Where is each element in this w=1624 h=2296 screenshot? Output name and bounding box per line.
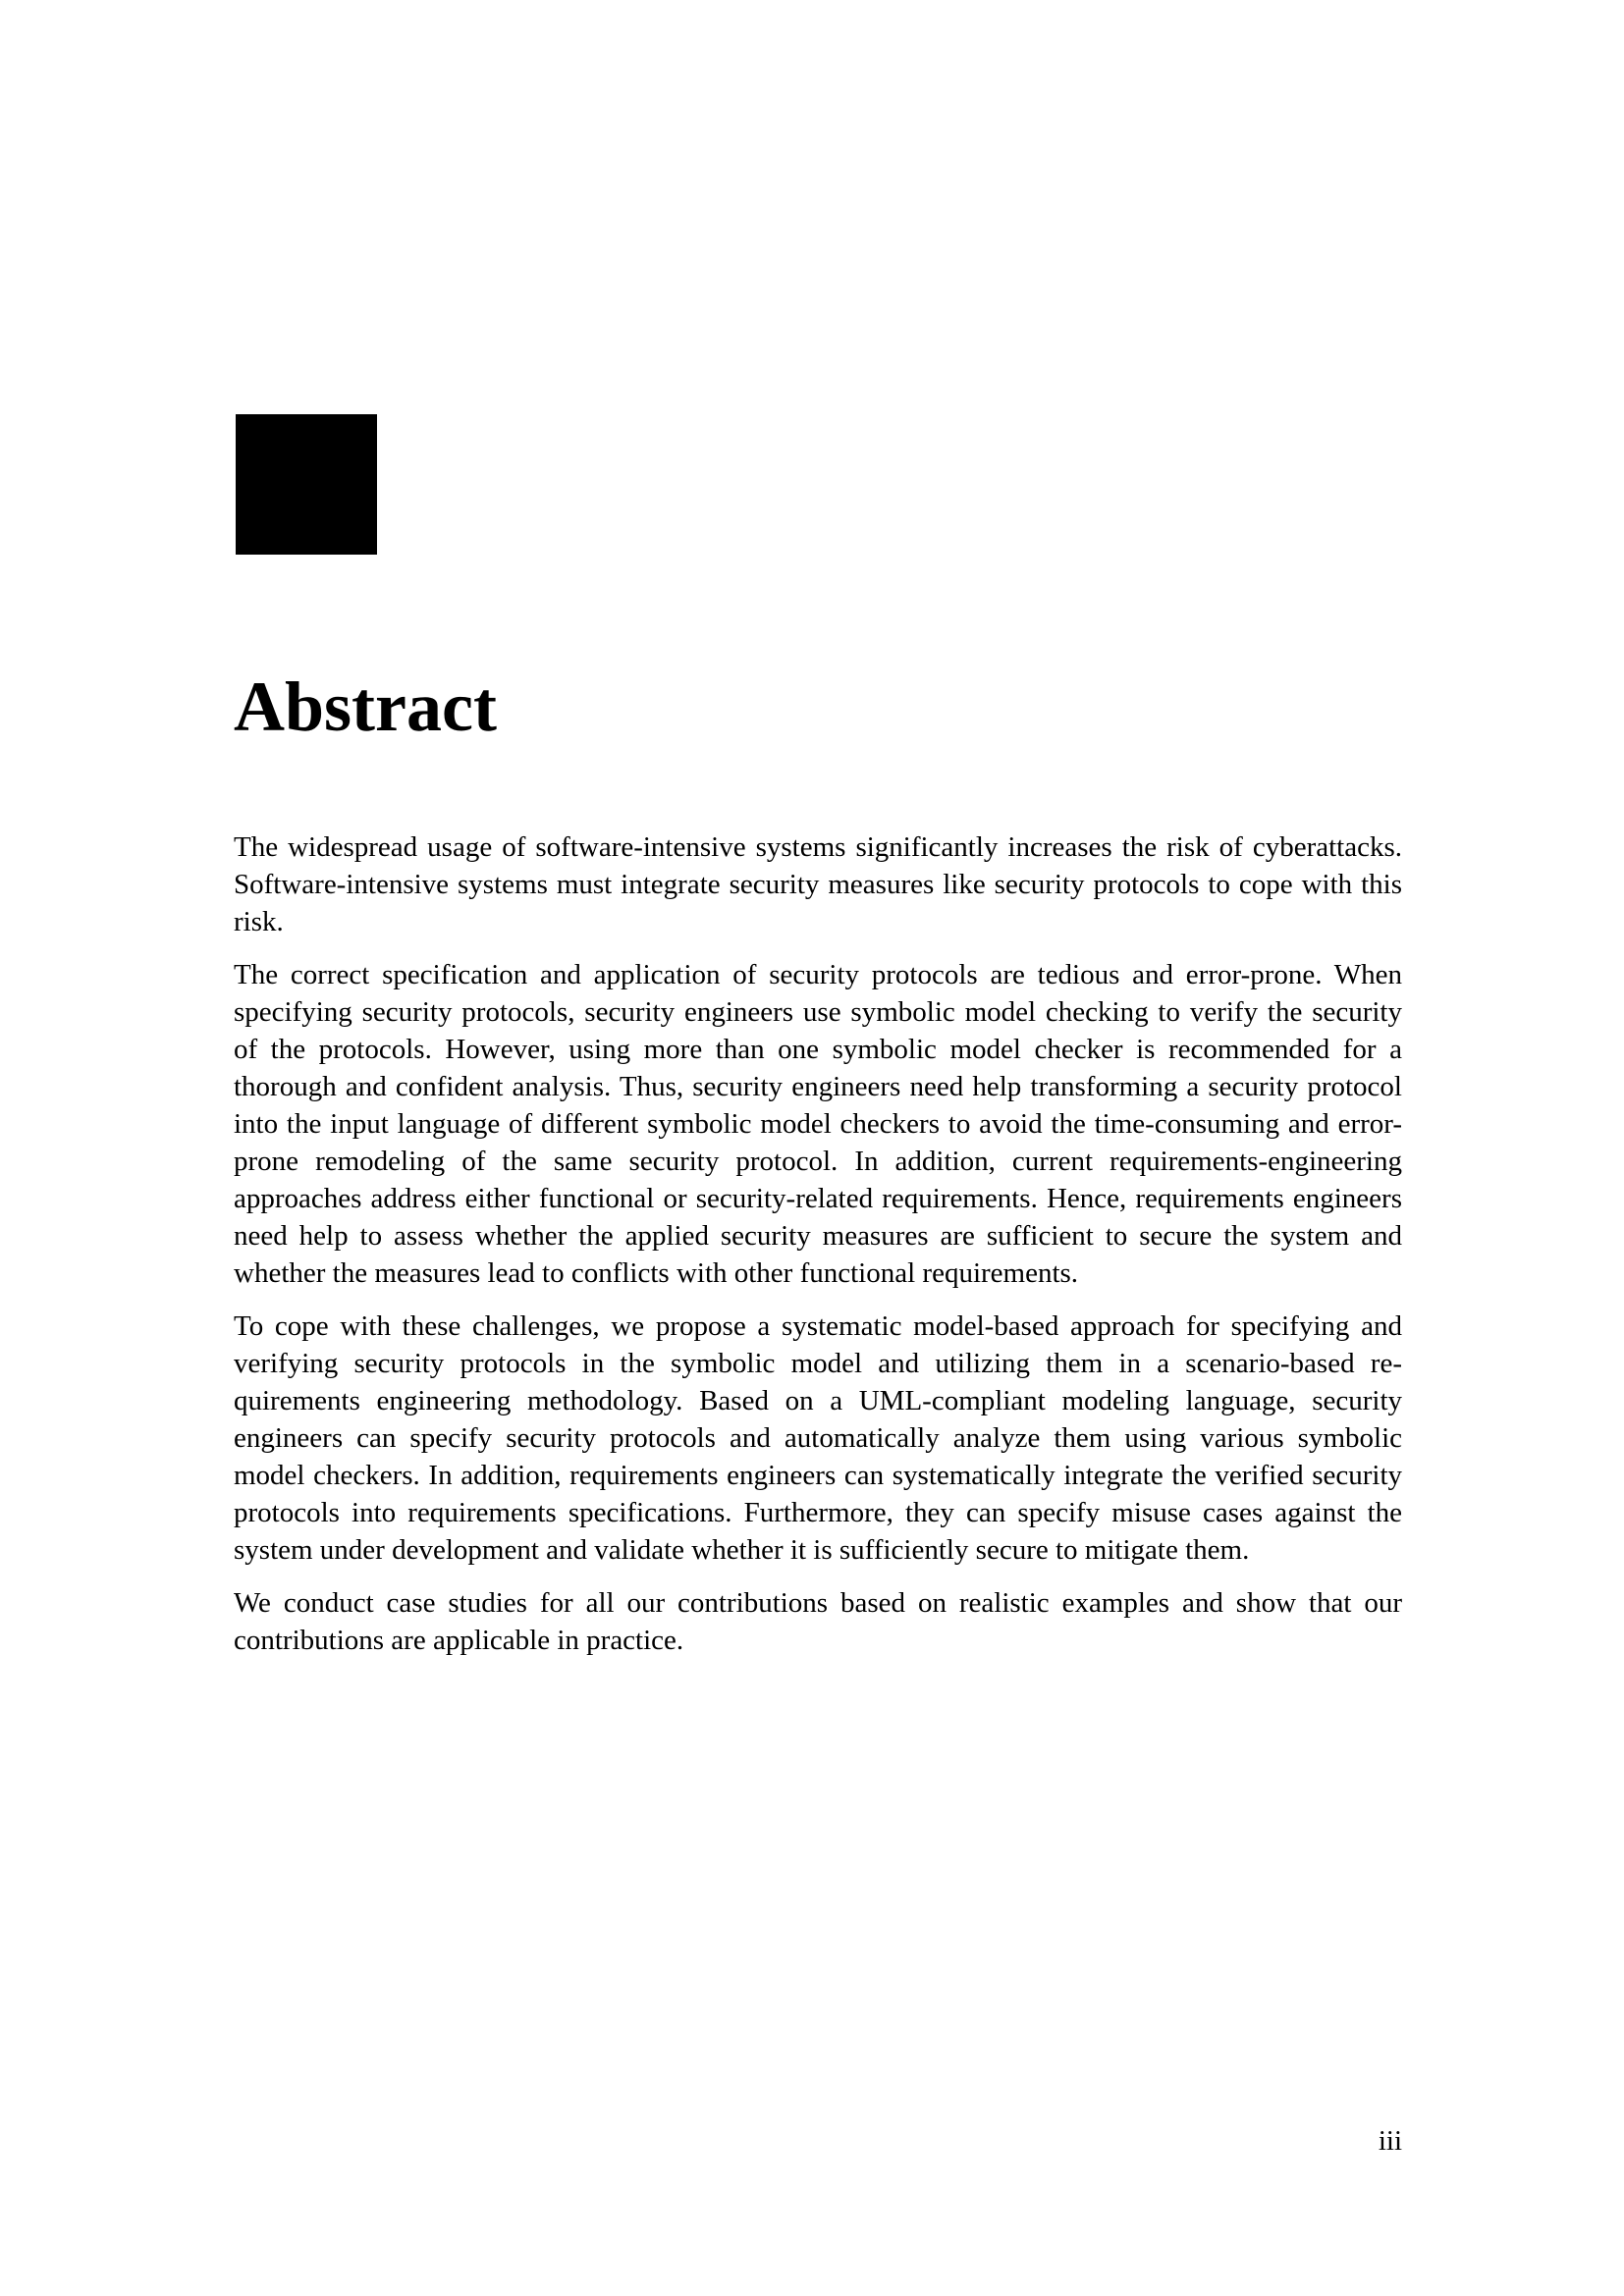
chapter-marker-block	[236, 414, 377, 555]
page-number: iii	[1378, 2125, 1402, 2157]
chapter-title: Abstract	[234, 667, 497, 746]
abstract-paragraph: We conduct case studies for all our contributions based on realistic examples and show that our contributions are applicable in practice.	[234, 1587, 1402, 1656]
abstract-body	[234, 828, 1402, 1675]
abstract-paragraph: The widespread usage of software-intensive systems significantly increases the risk of cyberattacks. Software-intensive systems must integrate security measures like security protocols to cope with this risk.	[234, 831, 1402, 937]
abstract-paragraph: To cope with these challenges, we propose a systematic model-based approach for specifying and verifying security protocols in the symbolic model and utilizing them in a scenario-based requirements engineering methodology. Based on a UML-compliant modeling language, security engineers can specify security protocols and automatically analyze them using various symbolic model checkers. In addition, requirements engineers can systematically integrate the verified security protocols into requirements specifications. Furthermore, they can specify misuse cases against the system under development and validate whether it is sufficiently secure to mitigate them.	[234, 1310, 1402, 1566]
abstract-paragraph: The correct specification and application of security protocols are tedious and error-prone. When specifying security protocols, security engineers use symbolic model checking to verify the security of the protocols. However, using more than one symbolic model checker is recommended for a thorough and confident analysis. Thus, security engineers need help transforming a security protocol into the input language of different symbolic model checkers to avoid the time-consuming and error-prone remodeling of the same security protocol. In addition, current requirements-engineering approaches address either functional or security-related requirements. Hence, requirements engineers need help to assess whether the applied security measures are sufficient to secure the system and whether the measures lead to conflicts with other functional requirements.	[234, 959, 1402, 1289]
